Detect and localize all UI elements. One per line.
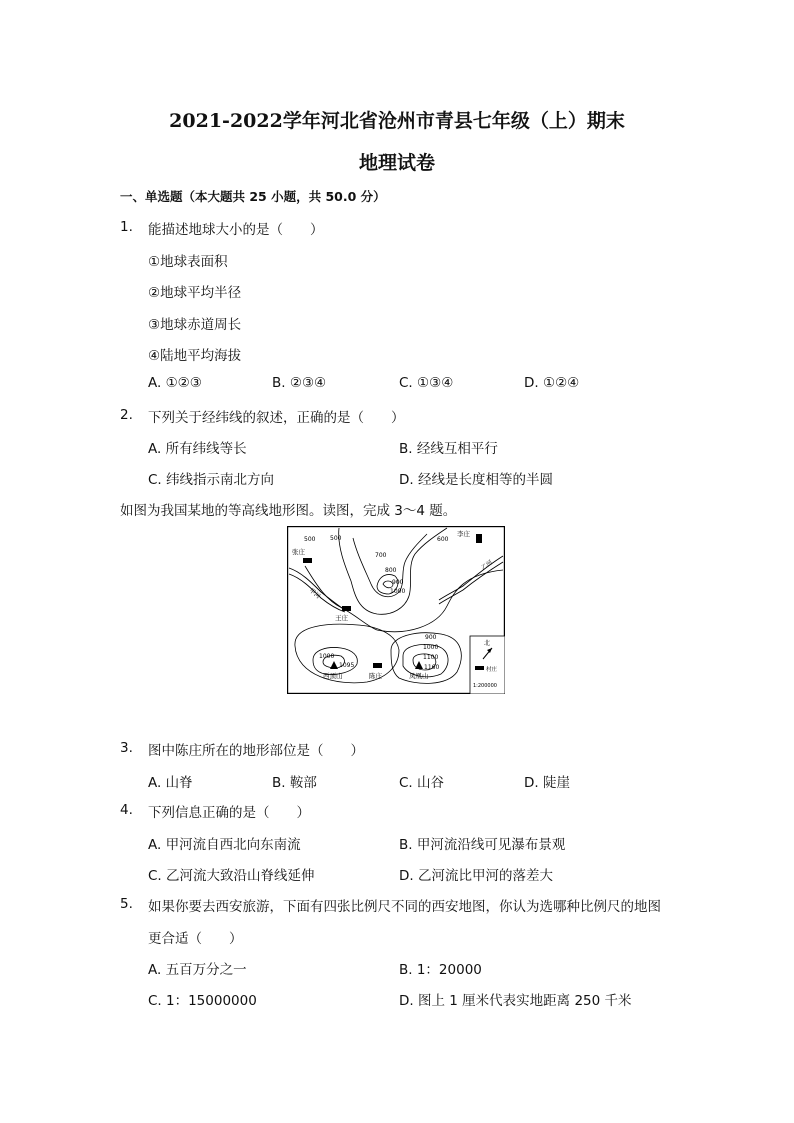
question-number: 1.: [120, 219, 133, 235]
option-b: B. 甲河流沿线可见瀑布景观: [399, 837, 566, 853]
svg-text:1000: 1000: [423, 644, 439, 651]
option-c: C. ①③④: [399, 375, 454, 391]
exam-title-line2: 地理试卷: [358, 152, 435, 174]
option-b: B. 经线互相平行: [399, 441, 498, 457]
svg-text:500: 500: [330, 535, 342, 542]
option-a: A. ①②③: [148, 375, 202, 391]
option-d: D. 经线是长度相等的半圆: [399, 472, 553, 488]
option-b: B. ②③④: [272, 375, 327, 391]
question-stem: 下列信息正确的是（ ）: [148, 805, 310, 821]
river-yi: 乙河: [480, 559, 494, 572]
contour-map: [287, 526, 505, 694]
option-a: A. 甲河流自西北向东南流: [148, 837, 301, 853]
option-c: C. 山谷: [399, 775, 445, 791]
option-d: D. 图上 1 厘米代表实地距离 250 千米: [399, 993, 632, 1009]
peak-height: 1160: [424, 664, 440, 671]
village-marker: [476, 534, 482, 543]
option-d: D. 陡崖: [524, 775, 570, 791]
legend-village-label: 村庄: [486, 667, 498, 673]
svg-text:1000: 1000: [319, 653, 335, 660]
exam-title-line1: 2021-2022学年河北省沧州市青县七年级（上）期末: [169, 110, 625, 132]
question-number: 5.: [120, 896, 133, 912]
question-stem-line1: 如果你要去西安旅游，下面有四张比例尺不同的西安地图，你认为选哪种比例尺的地图: [148, 899, 661, 915]
option-c: C. 乙河流大致沿山脊线延伸: [148, 868, 315, 884]
svg-text:600: 600: [437, 536, 449, 543]
question-stem: 能描述地球大小的是（ ）: [148, 222, 324, 238]
option-a: A. 所有纬线等长: [148, 441, 247, 457]
question-stem: 图中陈庄所在的地形部位是（ ）: [148, 743, 364, 759]
peak-name: 凤凰山: [409, 672, 429, 680]
option-b: B. 1：20000: [399, 962, 482, 978]
svg-text:900: 900: [425, 634, 437, 641]
option-d: D. 乙河流比甲河的落差大: [399, 868, 553, 884]
option-c: C. 纬线指示南北方向: [148, 472, 275, 488]
svg-text:1100: 1100: [423, 654, 439, 661]
question-stem-line2: 更合适（ ）: [148, 931, 243, 947]
peak-height: 1095: [339, 662, 355, 669]
place-chenzhuang: 陈庄: [369, 672, 382, 680]
option-a: A. 山脊: [148, 775, 193, 791]
map-intro: 如图为我国某地的等高线地形图。读图，完成 3～4 题。: [120, 503, 457, 519]
option-d: D. ①②④: [524, 375, 580, 391]
question-number: 4.: [120, 802, 133, 818]
question-item: ④陆地平均海拔: [148, 348, 242, 364]
svg-text:900: 900: [392, 579, 404, 586]
question-item: ②地球平均半径: [148, 285, 242, 301]
place-lizhuang: 李庄: [457, 530, 470, 538]
village-marker: [303, 558, 312, 563]
map-scale: 1:200000: [473, 683, 497, 689]
svg-text:800: 800: [385, 567, 397, 574]
question-stem: 下列关于经纬线的叙述，正确的是（ ）: [148, 410, 405, 426]
village-marker: [373, 663, 382, 668]
svg-text:700: 700: [375, 552, 387, 559]
river-jia: 甲河: [307, 587, 322, 601]
question-number: 3.: [120, 740, 133, 756]
svg-text:1000: 1000: [390, 588, 406, 595]
question-item: ③地球赤道周长: [148, 317, 242, 333]
svg-text:500: 500: [304, 536, 316, 543]
place-zhangzhuang: 张庄: [292, 548, 305, 556]
peak-name: 西顶山: [323, 672, 343, 680]
question-item: ①地球表面积: [148, 254, 228, 270]
option-c: C. 1：15000000: [148, 993, 257, 1009]
place-wangzhuang: 王庄: [335, 614, 348, 622]
legend-north-label: 北: [483, 640, 491, 647]
option-b: B. 鞍部: [272, 775, 317, 791]
question-number: 2.: [120, 407, 133, 423]
section-header: 一、单选题（本大题共 25 小题，共 50.0 分）: [120, 189, 386, 204]
option-a: A. 五百万分之一: [148, 962, 247, 978]
village-marker: [342, 606, 351, 611]
